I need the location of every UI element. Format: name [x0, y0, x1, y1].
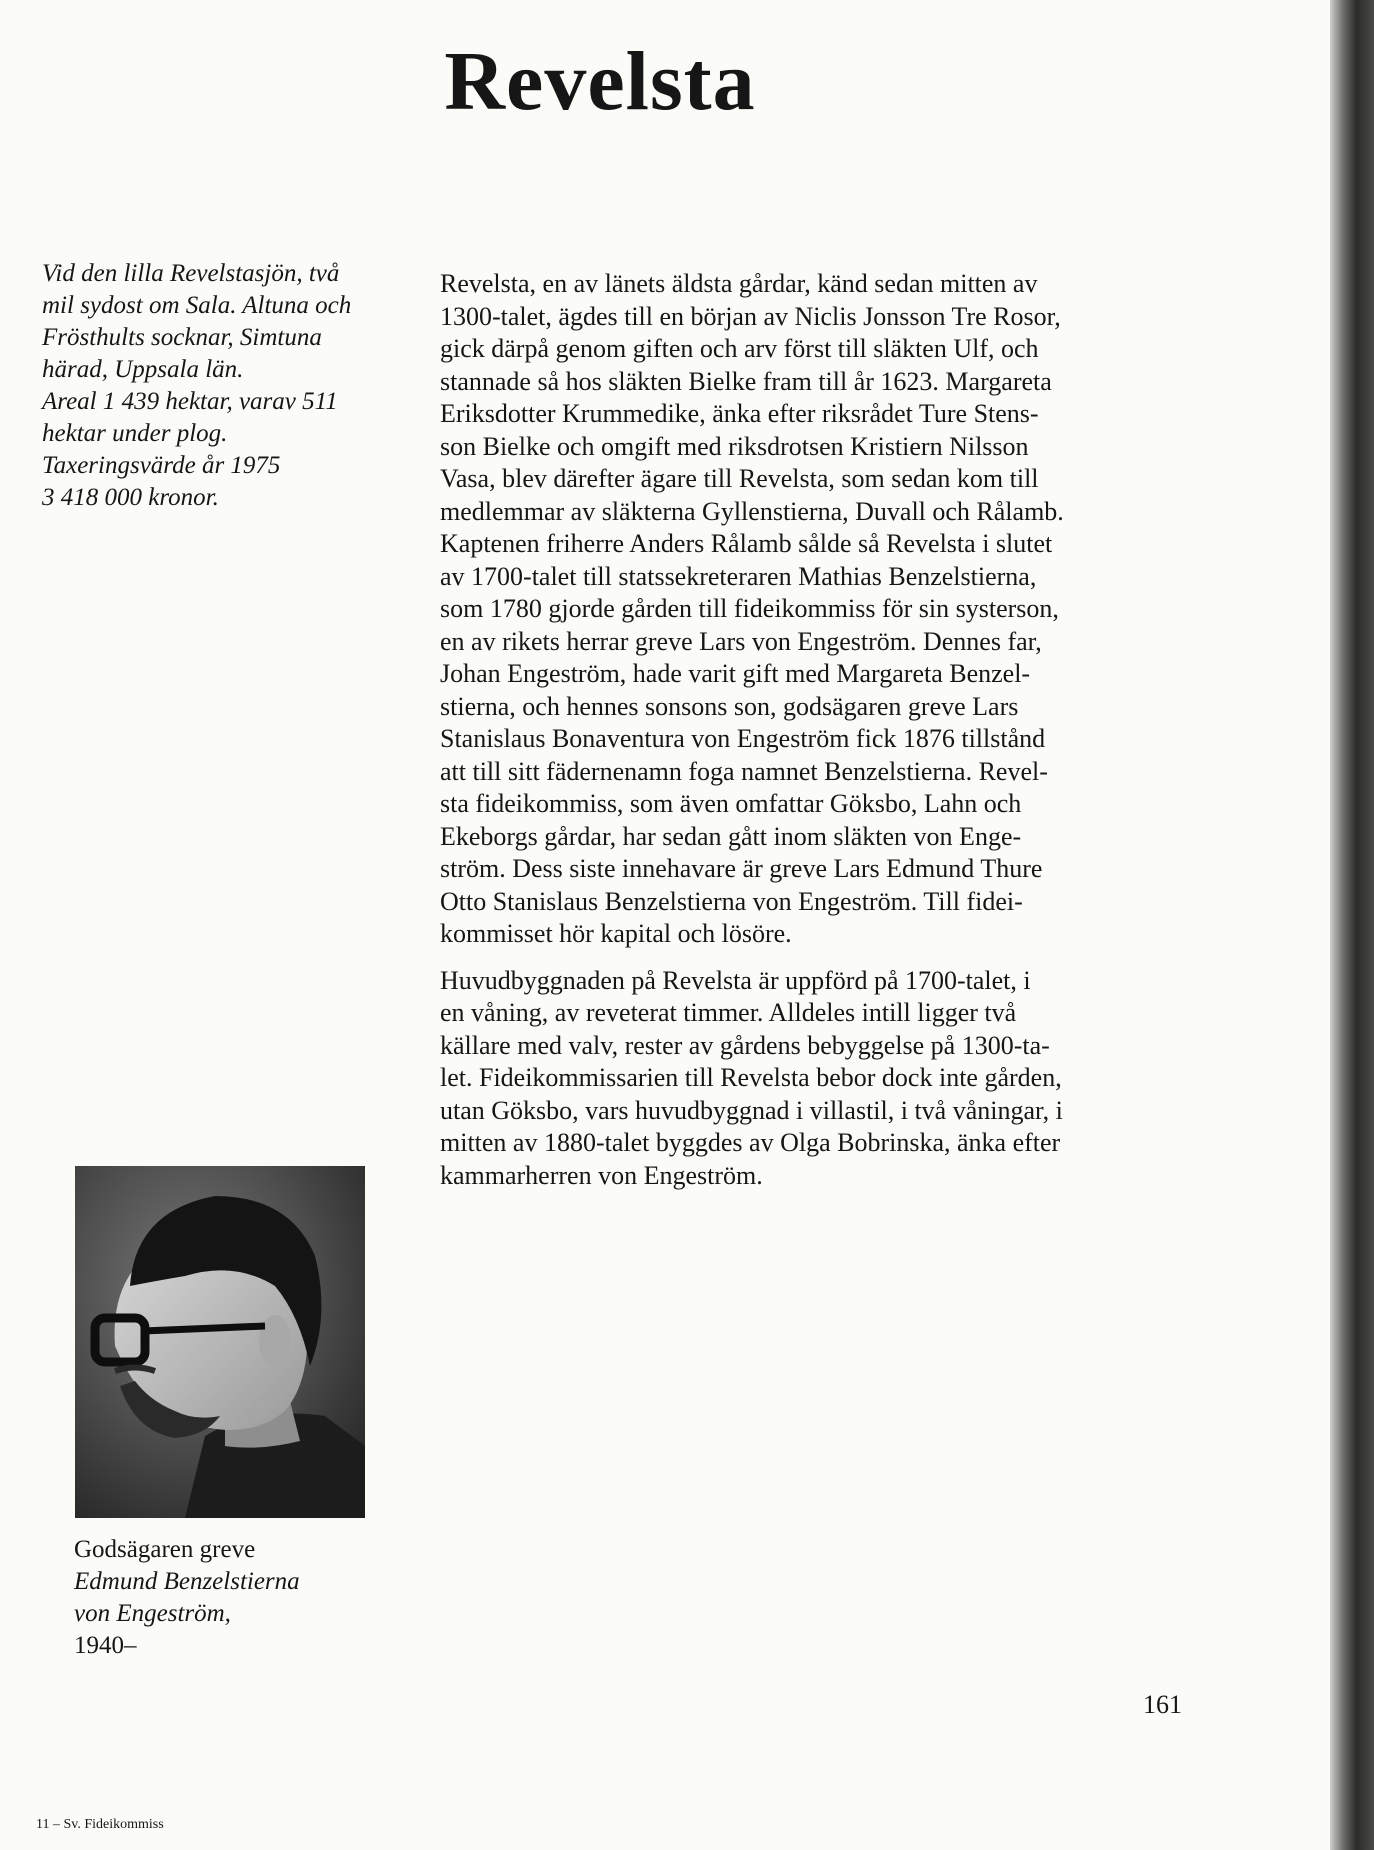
text-line: Stanislaus Bonaventura von Engeström fick 1876 tillstånd: [440, 724, 1046, 753]
page-number: 161: [1143, 1690, 1182, 1719]
paragraph-history: [440, 268, 1200, 951]
title-text: Revelsta: [444, 35, 756, 128]
text-line: en våning, av reveterat timmer. Alldeles intill ligger två: [440, 998, 1017, 1027]
signature-mark: 11 – Sv. Fideikommiss: [36, 1817, 164, 1832]
text-line: Eriksdotter Krummedike, änka efter riksrådet Ture Stens-: [440, 399, 1039, 428]
page-title: [0, 35, 1200, 128]
text-line: Vasa, blev därefter ägare till Revelsta, som sedan kom till: [440, 464, 1039, 493]
book-binding-edge: [1330, 0, 1374, 1850]
text-line: sta fideikommiss, som även omfattar Göksbo, Lahn och: [440, 789, 1022, 818]
text-line: av 1700-talet till statssekreteraren Mathias Benzelstierna,: [440, 561, 1037, 591]
intro-line: Vid den lilla Revelstasjön, två: [42, 260, 340, 287]
text-line: kommisset hör kapital och lösöre.: [440, 919, 792, 948]
text-line: kammarherren von Engeström.: [440, 1160, 763, 1190]
caption-name: Edmund Benzelstierna: [74, 1568, 300, 1595]
caption-line: Godsägaren greve: [74, 1536, 256, 1563]
text-line: son Bielke och omgift med riksdrotsen Kristiern Nilsson: [440, 431, 1029, 461]
text-line: ström. Dess siste innehavare är greve Lars Edmund Thure: [440, 854, 1043, 883]
paragraph-buildings: [440, 965, 1200, 1193]
photo-caption: [74, 1534, 414, 1662]
main-text: [440, 268, 1200, 1206]
text-line: Otto Stanislaus Benzelstierna von Engeström. Till fidei-: [440, 886, 1023, 916]
text-line: en av rikets herrar greve Lars von Engeström. Dennes far,: [440, 626, 1042, 656]
intro-line: härad, Uppsala län.: [42, 356, 244, 383]
text-line: Kaptenen friherre Anders Rålamb sålde så Revelsta i slutet: [440, 529, 1053, 558]
portrait-illustration: [75, 1166, 365, 1518]
text-line: Revelsta, en av länets äldsta gårdar, känd sedan mitten av: [440, 269, 1038, 298]
text-line: stierna, och hennes sonsons son, godsägaren greve Lars: [440, 691, 1019, 721]
text-line: Huvudbyggnaden på Revelsta är uppförd på 1700-talet, i: [440, 965, 1031, 995]
text-line: let. Fideikommissarien till Revelsta bebor dock inte gården,: [440, 1063, 1062, 1092]
text-line: att till sitt fädernenamn foga namnet Benzelstierna. Revel-: [440, 756, 1048, 786]
text-line: 1300-talet, ägdes till en början av Niclis Jonsson Tre Rosor,: [440, 301, 1061, 331]
intro-sidebar: [42, 258, 422, 514]
intro-line: mil sydost om Sala. Altuna och: [42, 292, 352, 319]
text-line: mitten av 1880-talet byggdes av Olga Bobrinska, änka efter: [440, 1128, 1061, 1157]
intro-line: 3 418 000 kronor.: [42, 484, 219, 511]
text-line: gick därpå genom giften och arv först till släkten Ulf, och: [440, 334, 1039, 363]
text-line: utan Göksbo, vars huvudbyggnad i villastil, i två våningar, i: [440, 1095, 1063, 1125]
portrait-photo: [75, 1166, 365, 1518]
intro-line: Taxeringsvärde år 1975: [42, 452, 281, 479]
text-line: Ekeborgs gårdar, har sedan gått inom släkten von Enge-: [440, 821, 1022, 851]
text-line: stannade så hos släkten Bielke fram till år 1623. Margareta: [440, 366, 1052, 396]
text-line: medlemmar av släkterna Gyllenstierna, Duvall och Rålamb.: [440, 496, 1064, 526]
intro-line: Areal 1 439 hektar, varav 511: [42, 388, 338, 415]
intro-line: hektar under plog.: [42, 420, 228, 447]
text-line: källare med valv, rester av gårdens bebyggelse på 1300-ta-: [440, 1030, 1050, 1060]
caption-name: von Engeström,: [74, 1600, 231, 1627]
text-line: som 1780 gjorde gården till fideikommiss för sin systerson,: [440, 594, 1059, 623]
intro-line: Frösthults socknar, Simtuna: [42, 324, 322, 351]
caption-years: 1940–: [74, 1632, 137, 1659]
text-line: Johan Engeström, hade varit gift med Margareta Benzel-: [440, 659, 1031, 688]
